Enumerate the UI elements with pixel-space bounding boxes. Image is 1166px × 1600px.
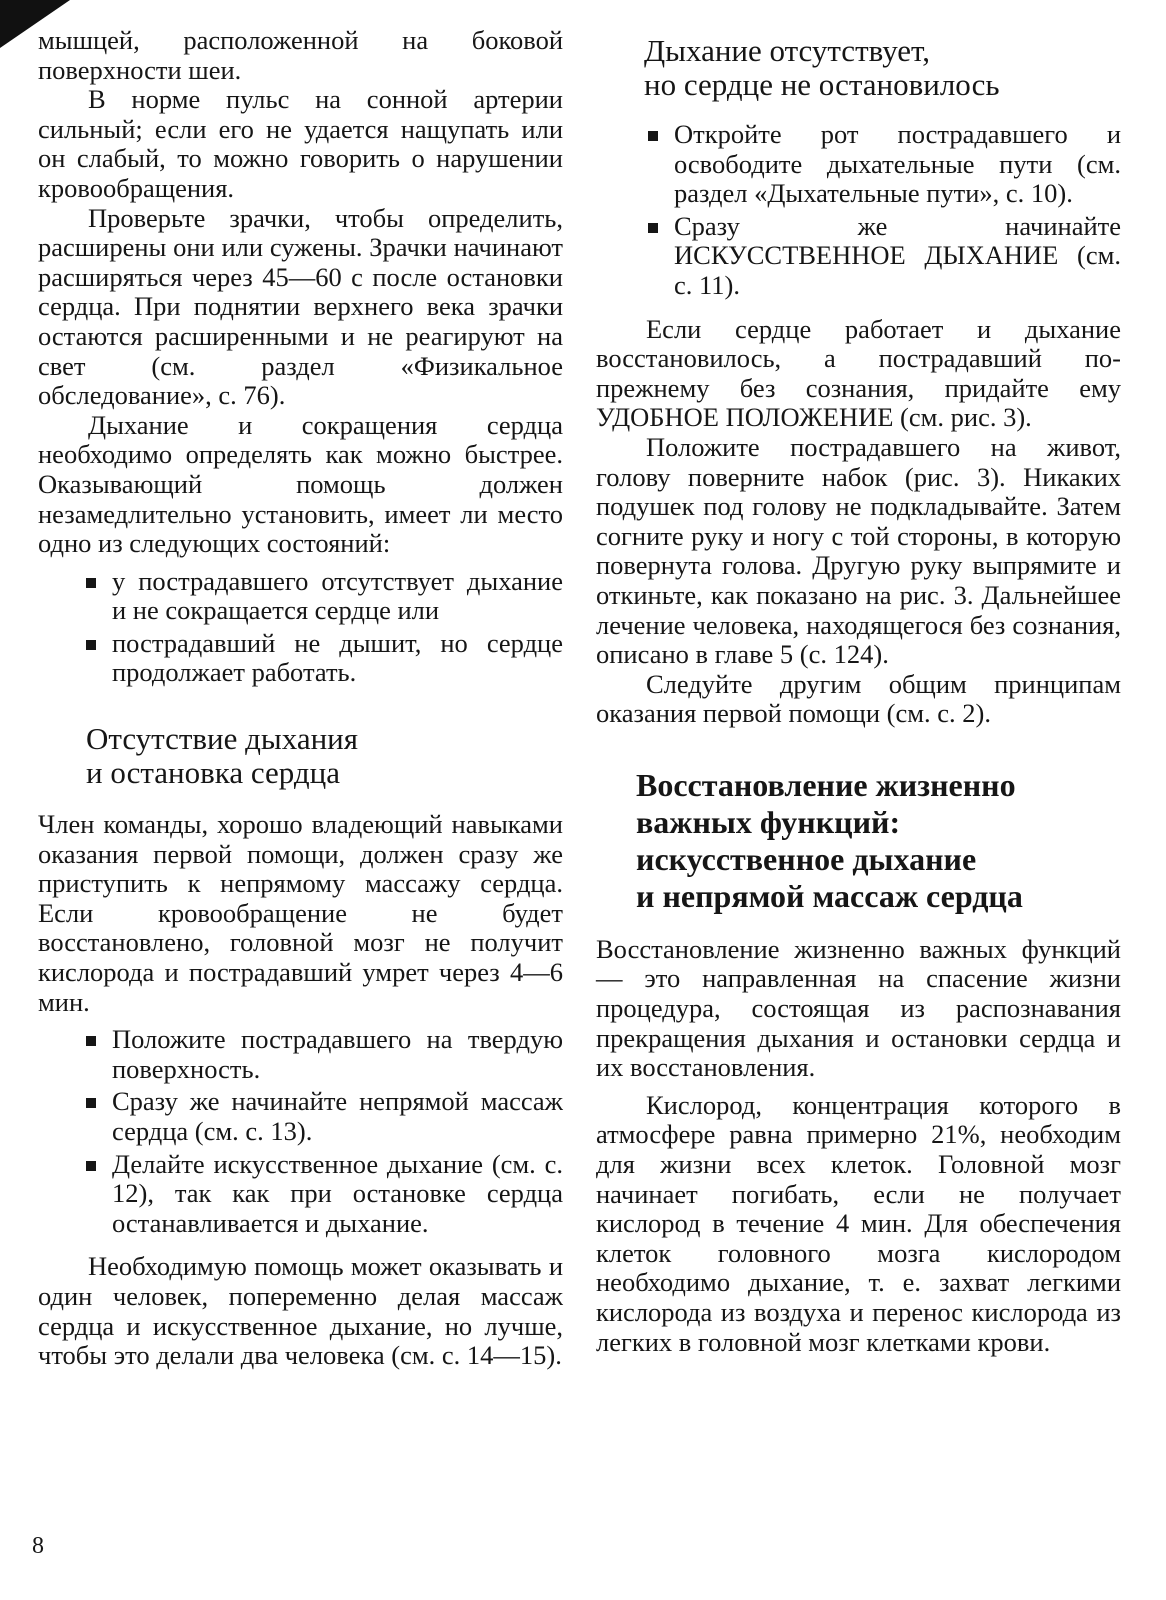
left-column <box>38 26 563 1371</box>
list-item-text: Положите пострадавшего на твердую поверхность. <box>112 1024 563 1084</box>
bullet-square-icon <box>86 1161 96 1171</box>
section-heading: Отсутствие дыхания и остановка сердца <box>86 721 359 791</box>
paragraph: Следуйте другим общим принципам оказания первой помощи (см. с. 2). <box>596 668 1121 729</box>
paragraph: Положите пострадавшего на живот, голову поверните набок (рис. 3). Никаких подушек под голову не подкладывайте. Затем согните руку и ногу с той стороны, в которую повернута голова. Другую руку выпрямите и откиньте, как показано на рис. 3. Дальнейшее лечение человека, находящегося без сознания, описано в главе 5 (с. 124). <box>596 431 1121 670</box>
bullet-square-icon <box>86 1036 96 1046</box>
bullet-list <box>38 567 563 688</box>
right-column <box>596 26 1121 1357</box>
bullet-square-icon <box>86 1098 96 1108</box>
section-heading: Дыхание отсутствует, но сердце не остановилось <box>644 33 1000 102</box>
list-item <box>38 567 563 626</box>
list-item-text: Делайте искусственное дыхание (см. с. 12), так как при остановке сердца останавливается и дыхание. <box>112 1148 563 1238</box>
list-item-text: Откройте рот пострадавшего и освободите дыхательные пути (см. раздел «Дыхательные пути», с. 10). <box>674 119 1121 209</box>
bullet-square-icon <box>648 131 658 141</box>
paragraph: Необходимую помощь может оказывать и один человек, попеременно делая массаж сердца и искусственное дыхание, но лучше, чтобы это делали два человека (см. с. 14—15). <box>38 1251 563 1371</box>
list-item <box>38 1025 563 1084</box>
bullet-square-icon <box>86 640 96 650</box>
paragraph: Член команды, хорошо владеющий навыками оказания первой помощи, должен сразу же приступить к непрямому массажу сердца. Если кровообращение не будет восстановлено, головной мозг не получит кислорода и пострадавший умрет через 4—6 мин. <box>38 809 563 1017</box>
list-item-text: пострадавший не дышит, но сердце продолжает работать. <box>112 627 563 688</box>
bullet-list <box>596 120 1121 301</box>
list-item <box>38 629 563 688</box>
paragraph: Восстановление жизненно важных функций — это направленная на спасение жизни процедура, состоящая из распознавания прекращения дыхания и остановки сердца и их восстановления. <box>596 933 1121 1083</box>
list-item <box>596 120 1121 209</box>
chapter-heading: Восстановление жизненно важных функций: искусственное дыхание и непрямой массаж сердца <box>636 766 1023 914</box>
bullet-square-icon <box>648 223 658 233</box>
paragraph: Проверьте зрачки, чтобы определить, расширены они или сужены. Зрачки начинают расширяться через 45—60 с после остановки сердца. При поднятии верхнего века зрачки остаются расширенными и не реагируют на свет (см. раздел «Физикальное обследование», с. 76). <box>38 202 563 411</box>
list-item-text: Сразу же начинайте ИСКУССТВЕННОЕ ДЫХАНИЕ (см. с. 11). <box>674 210 1121 300</box>
bullet-square-icon <box>86 578 96 588</box>
list-item <box>38 1150 563 1239</box>
paragraph: Дыхание и сокращения сердца необходимо определять как можно быстрее. Оказывающий помощь должен незамедлительно установить, имеет ли место одно из следующих состояний: <box>38 409 563 559</box>
paragraph: мышцей, расположенной на боковой поверхности шеи. <box>38 25 563 85</box>
paragraph: Если сердце работает и дыхание восстановилось, а пострадавший по-прежнему без сознания, придайте ему УДОБНОЕ ПОЛОЖЕНИЕ (см. рис. 3). <box>596 313 1121 433</box>
bullet-list <box>38 1025 563 1238</box>
paragraph: Кислород, концентрация которого в атмосфере равна примерно 21%, необходим для жизни всех клеток. Головной мозг начинает погибать, если не получает кислород в течение 4 мин. Для обеспечения клеток головного мозга кислородом необходимо дыхание, т. е. захват легкими кислорода из воздуха и перенос кислорода из легких в головной мозг клетками крови. <box>596 1089 1121 1357</box>
list-item-text: Сразу же начинайте непрямой массаж сердца (см. с. 13). <box>112 1086 563 1146</box>
list-item <box>38 1087 563 1146</box>
list-item-text: у пострадавшего отсутствует дыхание и не сокращается сердце или <box>112 565 563 626</box>
paragraph: В норме пульс на сонной артерии сильный; если его не удается нащупать или он слабый, то можно говорить о нарушении кровообращения. <box>38 84 563 203</box>
page-number: 8 <box>32 1533 44 1559</box>
list-item <box>596 212 1121 301</box>
